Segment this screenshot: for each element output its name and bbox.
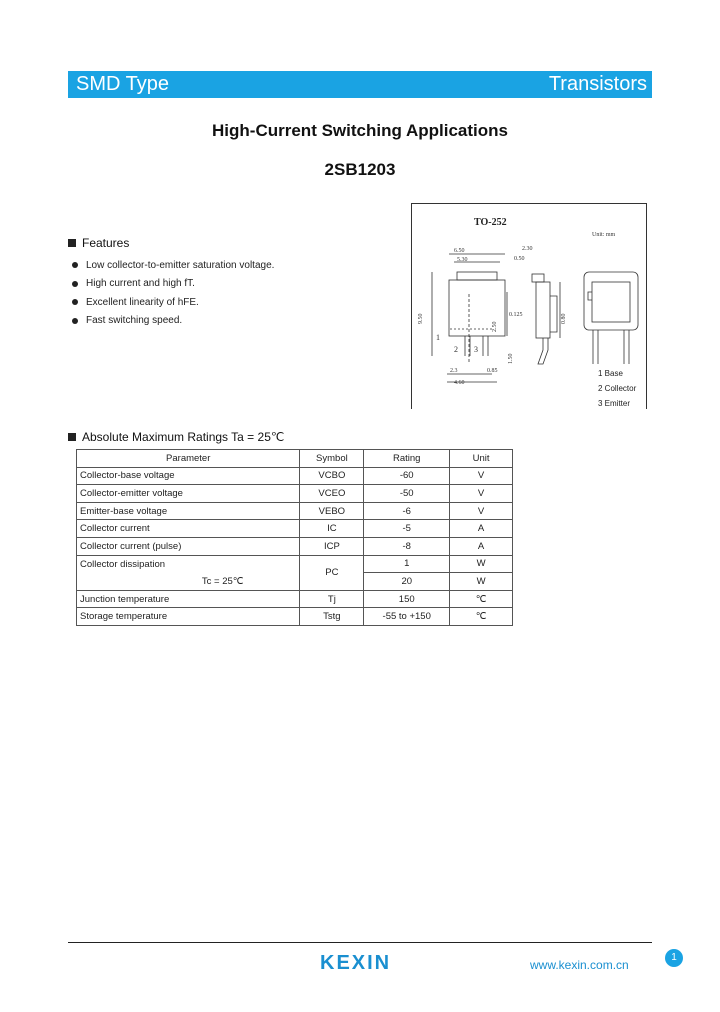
table-row: Emitter-base voltage VEBO -6 V xyxy=(77,502,513,520)
features-heading xyxy=(68,236,129,250)
bullet-dot-icon xyxy=(72,299,78,305)
package-name: TO-252 xyxy=(474,217,507,228)
table-row: Collector dissipation PC 1 W xyxy=(77,555,513,573)
unit-label: Unit: mm xyxy=(592,232,616,238)
list-item: Excellent linearity of hFE. xyxy=(72,293,274,312)
svg-text:0.125: 0.125 xyxy=(509,312,523,318)
pin-label-collector: 2 Collector xyxy=(598,384,637,393)
list-item: High current and high fT. xyxy=(72,275,274,294)
table-row: Collector current IC -5 A xyxy=(77,520,513,538)
footer-divider xyxy=(68,942,652,943)
svg-text:2.30: 2.30 xyxy=(522,246,533,252)
table-header-row xyxy=(77,450,513,468)
column-header: Symbol xyxy=(300,450,364,468)
svg-text:0.80: 0.80 xyxy=(561,313,567,324)
ratings-heading xyxy=(68,430,284,444)
table-row: Junction temperature Tj 150 ℃ xyxy=(77,590,513,608)
features-heading-text: Features xyxy=(82,236,130,250)
features-list xyxy=(72,256,274,330)
svg-text:2.50: 2.50 xyxy=(492,321,498,332)
bullet-square-icon xyxy=(68,239,76,247)
svg-text:0.50: 0.50 xyxy=(514,256,525,262)
company-logo: KEXIN xyxy=(320,952,392,974)
table-row: Collector-base voltage VCBO -60 V xyxy=(77,467,513,485)
svg-text:2.3: 2.3 xyxy=(450,368,458,374)
svg-text:1.50: 1.50 xyxy=(508,353,514,364)
table-row: Collector current (pulse) ICP -8 A xyxy=(77,537,513,555)
part-number: 2SB1203 xyxy=(324,160,396,179)
svg-text:6.50: 6.50 xyxy=(454,248,465,254)
svg-text:3: 3 xyxy=(474,345,478,354)
page-number-badge: 1 xyxy=(665,949,683,967)
header-product-type: Transistors xyxy=(548,73,647,95)
column-header: Parameter xyxy=(77,450,300,468)
header-category: SMD Type xyxy=(76,73,169,95)
table-row: Tc = 25℃ 20 W xyxy=(77,573,513,591)
document-title: High-Current Switching Applications xyxy=(212,121,508,140)
svg-text:5.30: 5.30 xyxy=(457,257,468,263)
pin-label-base: 1 Base xyxy=(598,369,623,378)
ratings-table xyxy=(76,449,513,626)
svg-text:0.85: 0.85 xyxy=(487,368,498,374)
ratings-heading-text: Absolute Maximum Ratings Ta = 25℃ xyxy=(82,430,285,444)
svg-text:9.50: 9.50 xyxy=(418,313,424,324)
svg-text:1: 1 xyxy=(436,333,440,342)
svg-text:4.60: 4.60 xyxy=(454,380,465,386)
bullet-dot-icon xyxy=(72,318,78,324)
list-item: Fast switching speed. xyxy=(72,312,274,331)
bullet-square-icon xyxy=(68,433,76,441)
table-row: Collector-emitter voltage VCEO -50 V xyxy=(77,485,513,503)
website-link[interactable]: www.kexin.com.cn xyxy=(530,958,629,972)
package-drawing xyxy=(411,203,647,409)
column-header: Rating xyxy=(364,450,450,468)
header-banner xyxy=(68,71,652,98)
pin-label-emitter: 3 Emitter xyxy=(598,399,631,408)
table-row: Storage temperature Tstg -55 to +150 ℃ xyxy=(77,608,513,626)
svg-text:2: 2 xyxy=(454,345,458,354)
column-header: Unit xyxy=(450,450,513,468)
list-item: Low collector-to-emitter saturation voltage. xyxy=(72,256,274,275)
bullet-dot-icon xyxy=(72,262,78,268)
bullet-dot-icon xyxy=(72,281,78,287)
